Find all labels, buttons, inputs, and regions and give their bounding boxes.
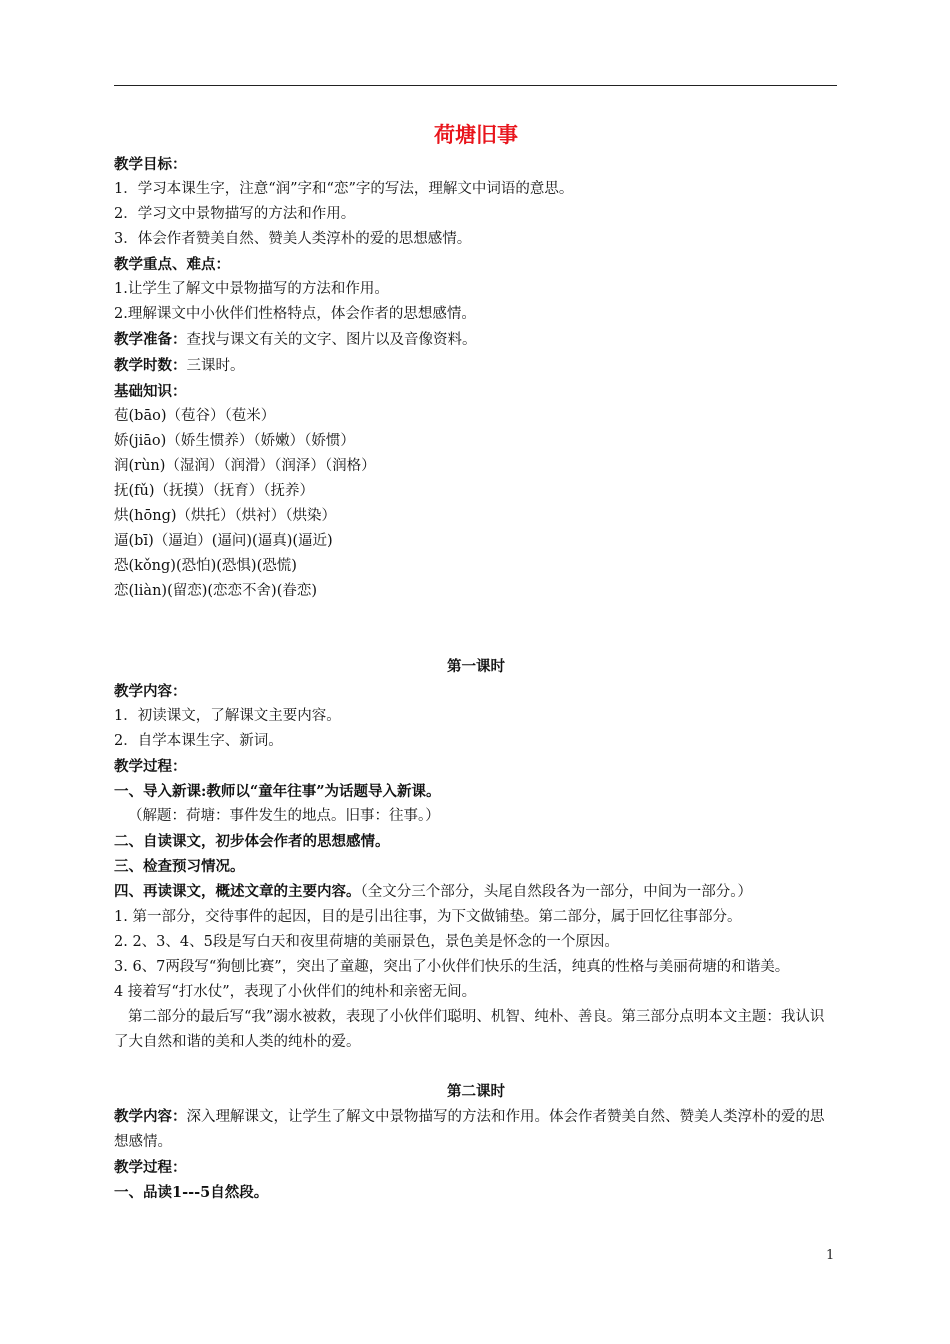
prep-label: 教学准备：	[114, 331, 187, 348]
basics-heading: 基础知识：	[114, 383, 187, 400]
vocab-item: 恋(liàn)(留恋)(恋恋不舍)(眷恋)	[114, 583, 318, 599]
document-title: 荷塘旧事	[434, 122, 518, 147]
header-rule	[114, 85, 837, 86]
vocab-item: 娇(jiāo)（娇生惯养）（娇嫩）（娇惯）	[114, 433, 355, 449]
vocab-item: 逼(bī)（逼迫）(逼问)(逼真)(逼近)	[114, 533, 333, 549]
keypoint-item: 2.理解课文中小伙伴们性格特点，体会作者的思想感情。	[114, 306, 476, 322]
vocab-item: 恐(kǒng)(恐怕)(恐惧)(恐慌)	[114, 558, 297, 574]
document-body	[114, 118, 838, 1205]
page-number: 1	[826, 1248, 835, 1263]
lesson1-heading: 第一课时	[447, 658, 505, 675]
lesson2-content	[114, 1104, 838, 1155]
objective-item: 3．体会作者赞美自然、赞美人类淳朴的爱的思想感情。	[114, 231, 472, 247]
lesson2-heading: 第二课时	[447, 1083, 505, 1100]
lesson1-step4-note: （全文分三个部分，头尾自然段各为一部分，中间为一部分。）	[360, 884, 752, 900]
vocab-item: 烘(hōng)（烘托）（烘衬）（烘染）	[114, 508, 337, 524]
lesson1-step1: 一、导入新课:教师以“童年往事”为话题导入新课。	[114, 783, 441, 800]
lesson1-step4-title: 四、再读课文，概述文章的主要内容。	[114, 883, 361, 900]
lesson1-content-heading: 教学内容：	[114, 683, 187, 700]
lesson1-point: 1. 第一部分，交待事件的起因，目的是引出往事，为下文做铺垫。第二部分，属于回忆往事部分。	[114, 909, 742, 925]
hours-text: 三课时。	[186, 358, 245, 374]
lesson1-summary: 第二部分的最后写“我”溺水被救，表现了小伙伴们聪明、机智、纯朴、善良。第三部分点明本文主题：我认识了大自然和谐的美和人类的纯朴的爱。	[114, 1009, 825, 1050]
lesson1-process-heading: 教学过程：	[114, 758, 187, 775]
lesson1-point: 4 接着写“打水仗”，表现了小伙伴们的纯朴和亲密无间。	[114, 984, 477, 1000]
keypoints-heading: 教学重点、难点：	[114, 256, 230, 273]
lesson1-step3: 三、检查预习情况。	[114, 858, 245, 875]
lesson1-step2: 二、自读课文，初步体会作者的思想感情。	[114, 833, 390, 850]
lesson2-content-label: 教学内容：	[114, 1108, 187, 1125]
objective-item: 2．学习文中景物描写的方法和作用。	[114, 206, 356, 222]
hours-line	[114, 353, 838, 379]
prep-text: 查找与课文有关的文字、图片以及音像资料。	[186, 332, 477, 348]
lesson2-content-text: 深入理解课文，让学生了解文中景物描写的方法和作用。体会作者赞美自然、赞美人类淳朴的爱的思想感情。	[114, 1109, 825, 1150]
lesson1-point: 3. 6、7两段写“狗刨比赛”，突出了童趣，突出了小伙伴们快乐的生活，纯真的性格与美丽荷塘的和谐美。	[114, 959, 790, 975]
vocab-item: 抚(fǔ)（抚摸）（抚育）（抚养）	[114, 483, 315, 499]
lesson2-process-heading: 教学过程：	[114, 1159, 187, 1176]
lesson1-step4	[114, 879, 838, 905]
hours-label: 教学时数：	[114, 357, 187, 374]
lesson2-step1: 一、品读1---5自然段。	[114, 1184, 269, 1201]
prep-line	[114, 327, 838, 353]
lesson1-content-item: 1．初读课文，了解课文主要内容。	[114, 708, 341, 724]
vocab-item: 润(rùn)（湿润）（润滑）（润泽）（润格）	[114, 458, 376, 474]
vocab-item: 苞(bāo)（苞谷）（苞米）	[114, 408, 276, 424]
lesson1-step1-note: （解题：荷塘：事件发生的地点。旧事：往事。）	[128, 808, 440, 824]
lesson1-content-item: 2．自学本课生字、新词。	[114, 733, 283, 749]
keypoint-item: 1.让学生了解文中景物描写的方法和作用。	[114, 281, 389, 297]
lesson1-point: 2. 2、3、4、5段是写白天和夜里荷塘的美丽景色，景色美是怀念的一个原因。	[114, 934, 619, 950]
objective-item: 1．学习本课生字，注意“润”字和“恋”字的写法，理解文中词语的意思。	[114, 181, 574, 197]
objectives-heading: 教学目标：	[114, 156, 187, 173]
